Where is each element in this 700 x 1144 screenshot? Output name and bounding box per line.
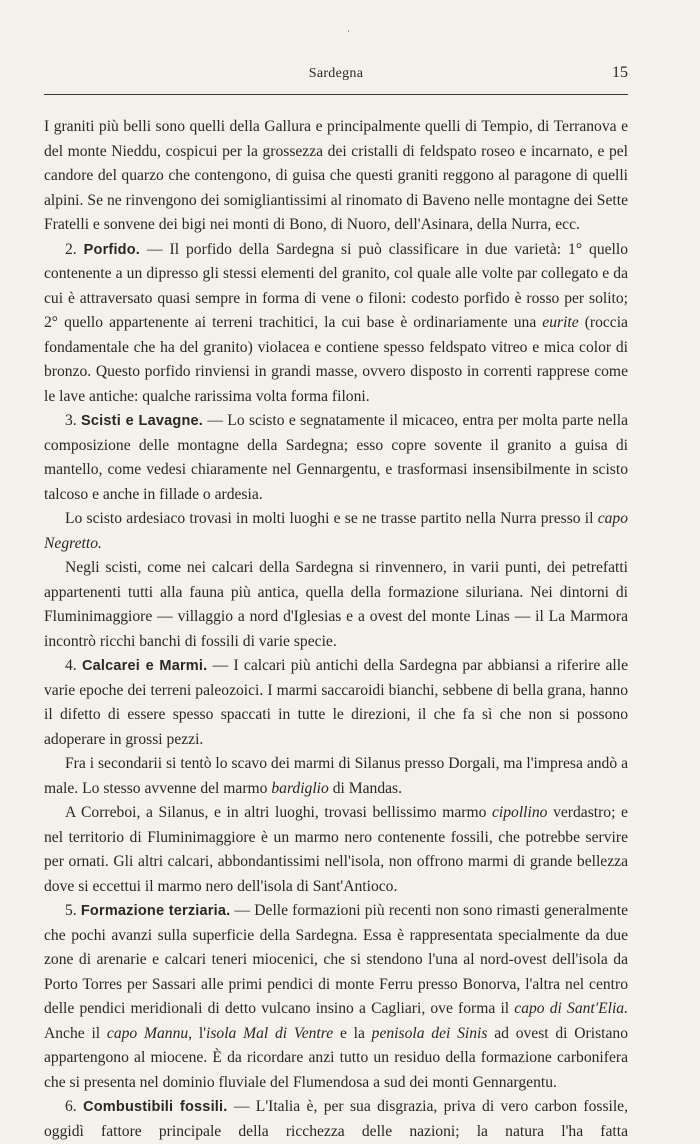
scan-mark — [348, 30, 349, 32]
section-heading: Formazione terziaria. — [80, 903, 231, 919]
paragraph-p8 — [44, 801, 628, 899]
section-heading: Combustibili fossili. — [83, 1099, 228, 1115]
paragraph-p7 — [44, 752, 628, 801]
text-run: — L'Italia è, per sua disgrazia, priva di vero carbon fossile, oggidì fattore principale della ricchezza delle nazioni; la natura l'ha fatta — [44, 1098, 628, 1140]
running-header — [44, 64, 628, 88]
italic-term: isola Mal di Ventre — [206, 1024, 334, 1042]
text-run: 5. — [65, 902, 81, 919]
text-run: A Correboi, a Silanus, e in altri luoghi, trovasi bellissimo marmo — [65, 804, 492, 821]
italic-term: capo Negretto. — [44, 510, 628, 552]
italic-term: capo di Sant'Elia. — [514, 1000, 628, 1017]
text-run: 2. — [65, 240, 84, 258]
italic-term: bardiglio — [271, 779, 329, 797]
paragraph-p5 — [44, 556, 628, 654]
text-run: — Lo scisto e segnatamente il micaceo, entra per molta parte nella composizione delle montagne della Sardegna; esso copre sovente il granito a guisa di mantello, come vedesi chiaramente nel Gennargentu, e trasformasi insensibilmente in scisto talcoso e anche in fillade o ardesia. — [44, 412, 628, 503]
text-run: Lo scisto ardesiaco trovasi in molti luoghi e se ne trasse partito nella Nurra presso il — [65, 510, 598, 527]
page-body — [44, 115, 628, 1144]
paragraph-p1 — [44, 115, 628, 238]
running-title: Sardegna — [308, 66, 364, 81]
paragraph-p4 — [44, 507, 628, 556]
section-heading: Calcarei e Marmi. — [81, 658, 208, 674]
paragraph-p9 — [44, 899, 628, 1095]
text-run: 4. — [65, 657, 82, 674]
paragraph-p6 — [44, 654, 628, 752]
text-run: e la — [333, 1024, 372, 1042]
page-number: 15 — [612, 64, 628, 81]
text-run: — Il porfido della Sardegna si può classificare in due varietà: 1° quello contenente a un dipresso gli stessi elementi del granito, col quale alle volte par collegato e da cui è attraversato quasi sempre in forma di vene o filoni: codesto porfido è rosso per solito; 2° quello appartenente ai terreni trachitici, la cui base è ordinariamente una — [44, 240, 629, 331]
paragraph-p10 — [44, 1095, 628, 1144]
text-run: Fra i secondarii si tentò lo scavo dei marmi di Silanus presso Dorgali, ma l'impresa andò a male. Lo stesso avvenne del marmo — [44, 755, 628, 797]
paragraph-p2 — [44, 238, 628, 410]
italic-term: eurite — [542, 314, 579, 331]
italic-term: capo Mannu, — [106, 1024, 193, 1042]
text-run: ad ovest di Oristano appartengono al miocene. È da ricordare anzi tutto un residuo della formazione carbonifera che si presenta nel dominio fluviale del Flumendosa a sud dei monti Gennargentu. — [44, 1024, 628, 1091]
italic-term: penisola dei Sinis — [371, 1024, 488, 1042]
text-run: Negli scisti, come nei calcari della Sardegna si rinvennero, in varii punti, dei petrefatti appartenenti tutti alla fauna più antica, quella della formazione siluriana. Nei dintorni di Fluminimaggiore — villaggio a nord d'Iglesias e a ovest del monte Linas — il La Marmora incontrò ricchi banchi di fossili di varie specie. — [44, 559, 628, 650]
text-run: (roccia fondamentale che ha del granito) violacea e contiene spesso feldspato vitreo e mica color di bronzo. Questo porfido rinviensi in grandi masse, ovvero disposto in correnti rapprese come le lave antiche: qualche rarissima volta forma filoni. — [44, 314, 628, 405]
text-run: — I calcari più antichi della Sardegna par abbiansi a riferire alle varie epoche dei terreni paleozoici. I marmi saccaroidi bianchi, sebbene di bella grana, hanno il difetto di essere spesso spaccati in tutte le direzioni, il che fa sì che non si possono adoperare in grossi pezzi. — [44, 657, 629, 748]
text-run: — Delle formazioni più recenti non sono rimasti generalmente che pochi avanzi sulla superficie della Sardegna. Essa è rappresentata specialmente da due zone di arenarie e calcari teneri miocenici, che si stendono l'una al nord-ovest dell'isola da Porto Torres per Sassari alle primi pendici di monte Ferru presso Bonorva, l'altra nel centro delle pendici meridionali di detto vulcano insino a Cagliari, ove forma il — [44, 902, 628, 1017]
text-run: di Mandas. — [328, 779, 403, 797]
text-run: l' — [192, 1024, 207, 1042]
section-heading: Scisti e Lavagne. — [81, 413, 204, 429]
header-rule — [44, 94, 628, 95]
text-run: 3. — [65, 412, 82, 429]
text-run: verdastro; e nel territorio di Fluminimaggiore è un marmo nero contenente fossili, che potrebbe servire per ornati. Gli altri calcari, abbondantissimi nell'isola, non offrono marmi di grande bellezza dove si eccettui il marmo nero dell'isola di Sant'Antioco. — [44, 804, 628, 895]
text-run: 6. — [65, 1098, 84, 1115]
italic-term: cipollino — [492, 804, 548, 821]
text-run: I graniti più belli sono quelli della Gallura e principalmente quelli di Tempio, di Terranova e del monte Nieddu, cospicui per la grossezza dei cristalli di feldspato roseo e incarnato, e pel candore del quarzo che contengono, di guisa che questi graniti reggono al paragone di quelli alpini. Se ne rinvengono dei somigliantissimi al rinomato di Baveno nelle montagne dei Sette Fratelli e sonvene dei bigi nei monti di Bono, di Nuoro, dell'Asinara, della Nurra, ecc. — [44, 118, 628, 233]
paragraph-p3 — [44, 409, 628, 507]
section-heading: Porfido. — [83, 241, 141, 258]
text-run: Anche il — [44, 1024, 107, 1042]
